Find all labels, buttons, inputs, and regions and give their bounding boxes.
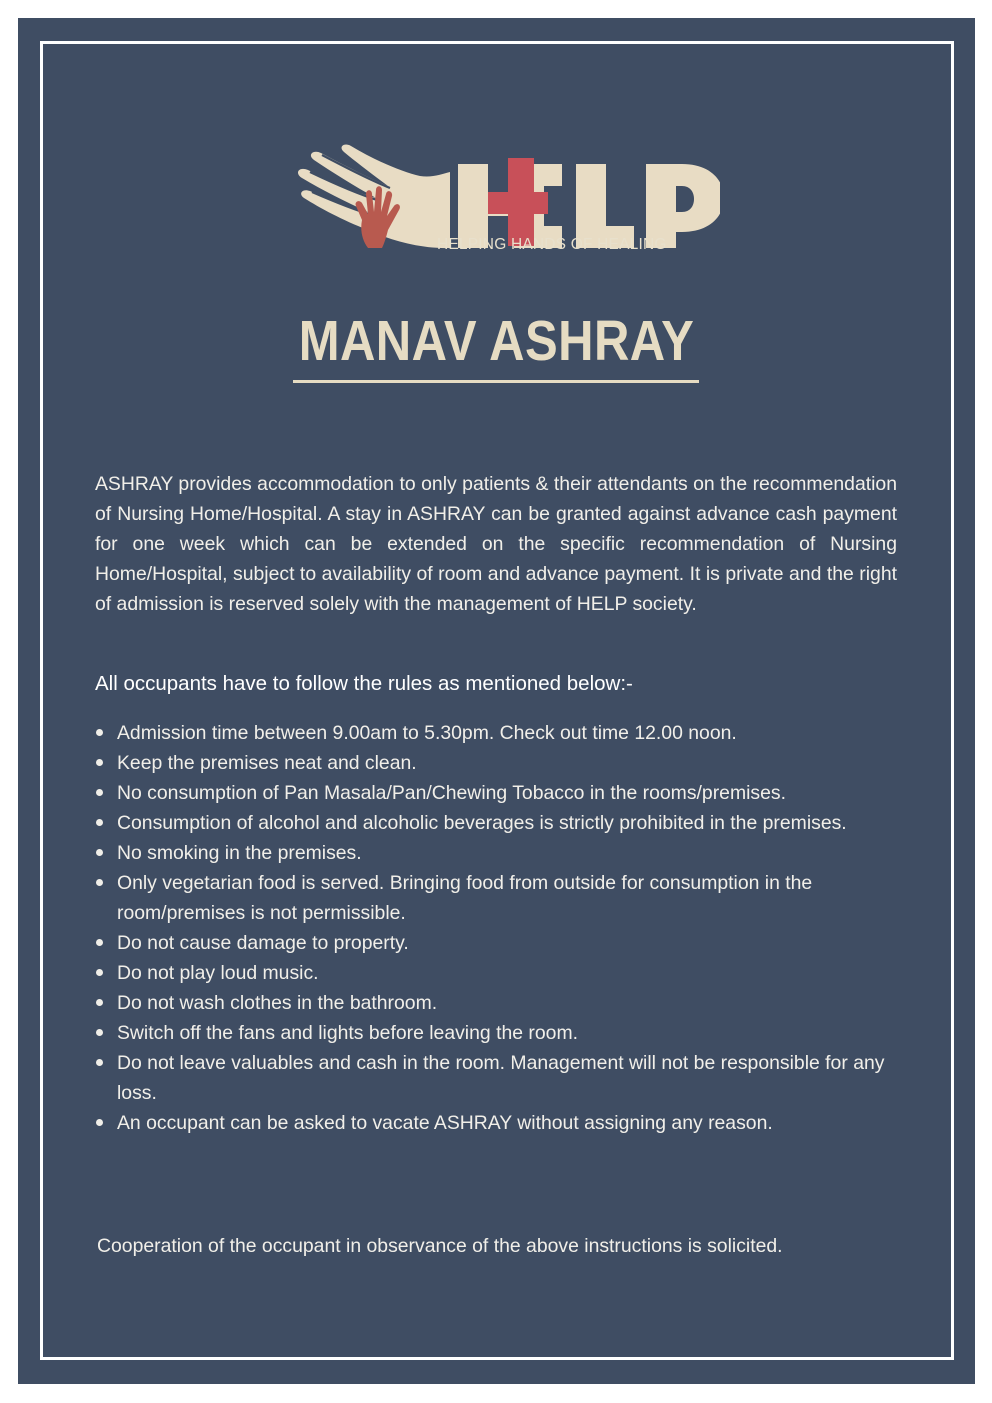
- rule-item: Switch off the fans and lights before leaving the room.: [95, 1018, 925, 1048]
- rules-heading: All occupants have to follow the rules as mentioned below:-: [95, 672, 633, 695]
- page-title: MANAV ASHRAY: [298, 309, 695, 373]
- title-underline: [293, 380, 699, 383]
- rule-item: Do not cause damage to property.: [95, 928, 925, 958]
- rule-item: Keep the premises neat and clean.: [95, 748, 925, 778]
- rule-item: Do not wash clothes in the bathroom.: [95, 988, 925, 1018]
- rule-item: No smoking in the premises.: [95, 838, 925, 868]
- rules-list: [95, 718, 925, 1138]
- logo-tagline: HELPING HANDS OF HEALING: [437, 236, 667, 253]
- rule-item: Do not leave valuables and cash in the room. Management will not be responsible for any loss.: [95, 1048, 925, 1108]
- poster: [18, 18, 975, 1384]
- rule-item: Do not play loud music.: [95, 958, 925, 988]
- rule-item: An occupant can be asked to vacate ASHRAY without assigning any reason.: [95, 1108, 925, 1138]
- rule-item: No consumption of Pan Masala/Pan/Chewing Tobacco in the rooms/premises.: [95, 778, 925, 808]
- rule-item: Only vegetarian food is served. Bringing food from outside for consumption in the room/premises is not permissible.: [95, 868, 925, 928]
- rule-item: Admission time between 9.00am to 5.30pm. Check out time 12.00 noon.: [95, 718, 925, 748]
- intro-paragraph: ASHRAY provides accommodation to only patients & their attendants on the recommendation of Nursing Home/Hospital. A stay in ASHRAY can be granted against advance cash payment for one week which can be extended on the specific recommendation of Nursing Home/Hospital, subject to availability of room and advance payment. It is private and the right of admission is reserved solely with the management of HELP society.: [95, 473, 897, 616]
- closing-note: Cooperation of the occupant in observance of the above instructions is solicited.: [97, 1235, 783, 1257]
- help-logo: [280, 136, 720, 276]
- rule-item: Consumption of alcohol and alcoholic beverages is strictly prohibited in the premises.: [95, 808, 925, 838]
